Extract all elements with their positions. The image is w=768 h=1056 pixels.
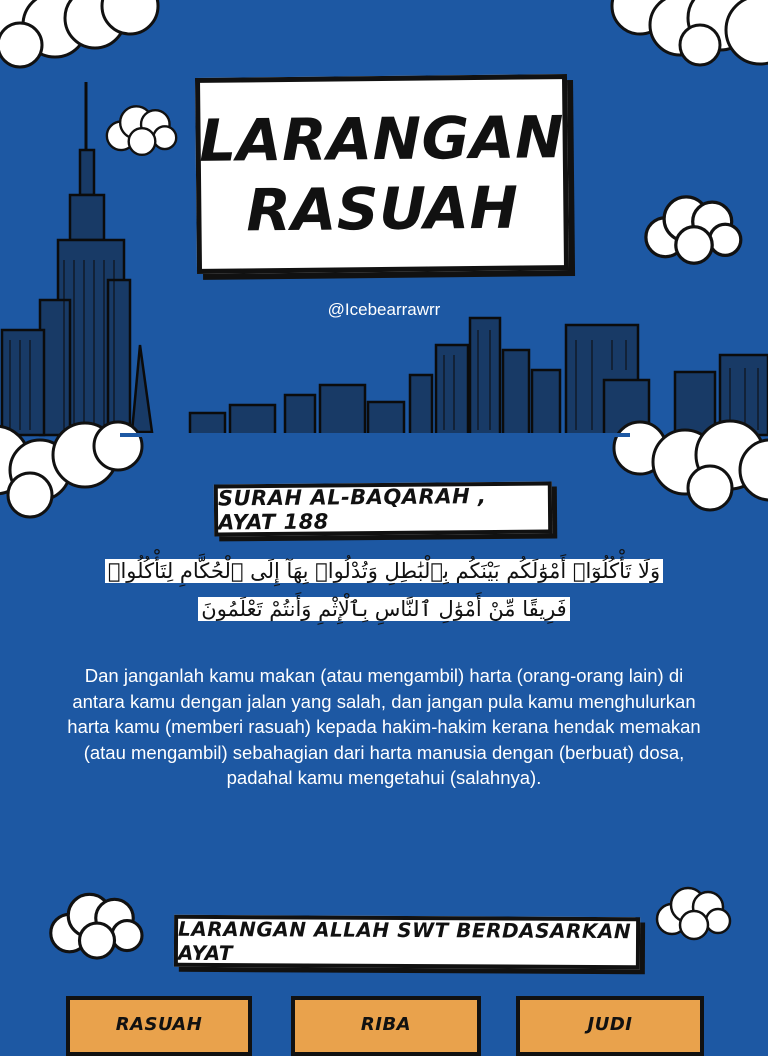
cloud-icon bbox=[657, 888, 730, 939]
tab-judi: JUDI bbox=[516, 996, 704, 1056]
arabic-verse-line-2 bbox=[90, 594, 678, 625]
tab-rasuah: RASUAH bbox=[66, 996, 252, 1056]
surah-label: SURAH AL-BAQARAH , AYAT 188 bbox=[214, 482, 552, 537]
larangan-label: LARANGAN ALLAH SWT BERDASARKAN AYAT bbox=[174, 915, 640, 969]
cloud-icon bbox=[614, 421, 768, 510]
title-card bbox=[195, 74, 569, 274]
tab-riba: RIBA bbox=[291, 996, 481, 1056]
title-line-1: LARANGAN bbox=[198, 103, 565, 175]
arabic-text: وَلَا تَأْكُلُوٓا۟ أَمْوَٰلَكُم بَيْنَكُم بِٱلْبَٰطِلِ وَتُدْلُوا۟ بِهَآ إِلَى ٱلْحُكَّامِ لِتَأْكُلُوا۟ bbox=[105, 559, 663, 583]
title-line-2: RASUAH bbox=[245, 173, 519, 245]
cloud-icon bbox=[107, 106, 176, 154]
cloud-icon bbox=[51, 894, 142, 958]
author-handle: @Icebearrawrr bbox=[327, 300, 441, 319]
arabic-text: فَرِيقًا مِّنْ أَمْوَٰلِ ٱلنَّاسِ بِٱلْإِثْمِ وَأَنتُمْ تَعْلَمُونَ bbox=[198, 597, 569, 621]
cloud-icon bbox=[612, 0, 768, 65]
cloud-icon bbox=[0, 0, 158, 67]
verse-translation: Dan janganlah kamu makan (atau mengambil) harta (orang-orang lain) di antara kamu dengan jalan yang salah, dan jangan pula kamu menghulurkan harta kamu (memberi rasuah) kepada hakim-hakim kerana hendak memakan (atau mengambil) sebahagian dari harta manusia dengan (berbuat) dosa, padahal kamu mengetahui (salahnya). bbox=[67, 665, 701, 788]
cloud-icon bbox=[646, 197, 741, 263]
arabic-verse-line-1 bbox=[90, 556, 678, 587]
